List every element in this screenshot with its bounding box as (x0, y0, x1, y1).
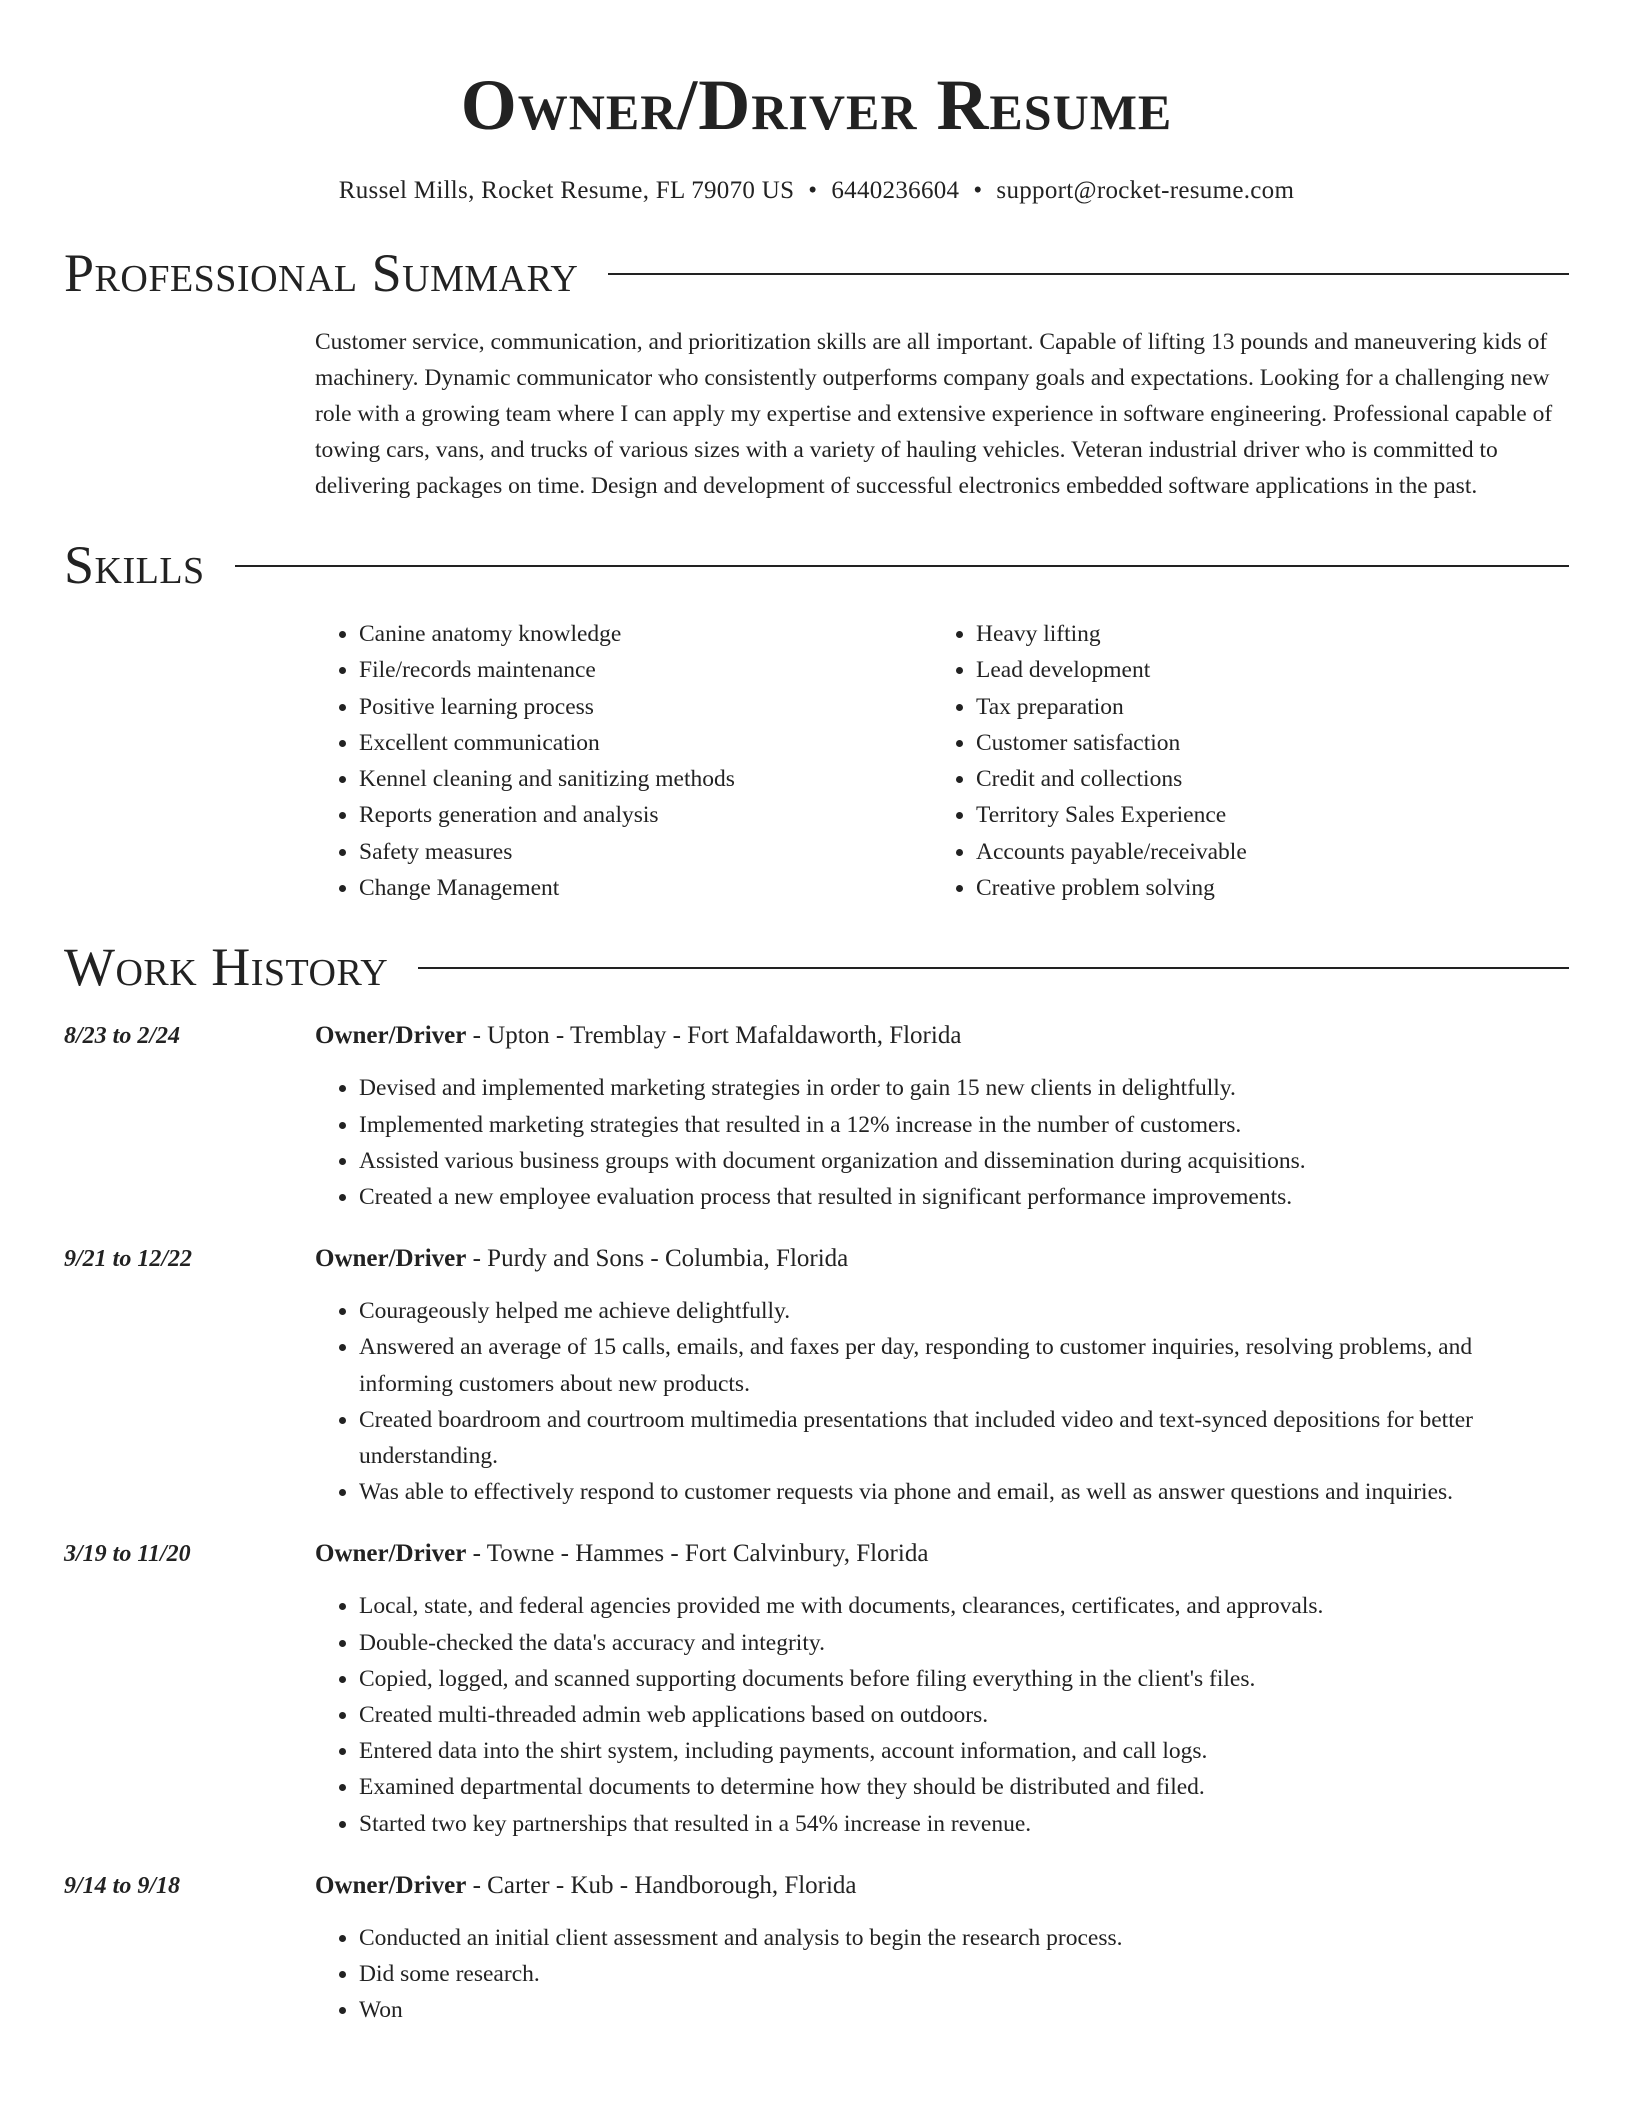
job-dates: 3/19 to 11/20 (64, 1541, 191, 1568)
job-bullet: • Started two key partnerships that resulted in a 54% increase in revenue. (359, 1806, 1569, 1842)
skill-item: • Accounts payable/receivable (976, 834, 1247, 870)
summary-section-heading (64, 240, 1569, 306)
job-entry (64, 1868, 1569, 2029)
summary-heading: Professional Summary (64, 243, 579, 303)
job-bullet: • Created a new employee evaluation process that resulted in significant performance improvements. (359, 1179, 1569, 1215)
resume-title: Owner/Driver Resume (460, 65, 1173, 145)
summary-text: Customer service, communication, and prioritization skills are all important. Capable of lifting 13 pounds and maneuvering kids of machinery. Dynamic communicator who consistently outperforms company goals and expectations. Looking for a challenging new role with a growing team where I can apply my expertise and extensive experience in software engineering. Professional capable of towing cars, vans, and trucks of various sizes with a variety of hauling vehicles. Veteran industrial driver who is committed to delivering packages on time. Design and development of successful electronics embedded software applications in the past. (315, 329, 1553, 499)
job-body (315, 1536, 1569, 1841)
section-divider (418, 967, 1569, 969)
job-entry (64, 1018, 1569, 1215)
job-body (315, 1018, 1569, 1215)
skill-item: • Territory Sales Experience (976, 797, 1247, 833)
job-title (315, 1018, 1569, 1054)
job-bullets (315, 1070, 1569, 1215)
job-bullet: • Double-checked the data's accuracy and integrity. (359, 1625, 1569, 1661)
skill-item: • Excellent communication (359, 725, 932, 761)
skill-item: • File/records maintenance (359, 652, 932, 688)
section-divider (235, 565, 1569, 567)
job-bullet: • Did some research. (359, 1956, 1569, 1992)
job-company-location: - Upton - Tremblay - Fort Mafaldaworth, Florida (466, 1022, 962, 1050)
contact-separator: • (808, 177, 818, 204)
job-entry (64, 1536, 1569, 1841)
job-dates: 8/23 to 2/24 (64, 1023, 181, 1050)
job-bullet: • Implemented marketing strategies that resulted in a 12% increase in the number of customers. (359, 1107, 1569, 1143)
job-bullet: • Conducted an initial client assessment and analysis to begin the research process. (359, 1920, 1569, 1956)
skill-item: • Tax preparation (976, 689, 1247, 725)
job-role: Owner/Driver (315, 1871, 467, 1899)
job-dates: 9/14 to 9/18 (64, 1872, 181, 1899)
job-bullet: • Entered data into the shirt system, including payments, account information, and call logs. (359, 1733, 1569, 1769)
contact-line (64, 174, 1569, 208)
resume-page (64, 0, 1569, 2028)
section-divider (608, 273, 1569, 275)
skill-item: • Customer satisfaction (976, 725, 1247, 761)
skill-item: • Heavy lifting (976, 616, 1247, 652)
job-bullet: • Created boardroom and courtroom multimedia presentations that included video and text-synced depositions for better understanding. (359, 1402, 1569, 1474)
skill-item: • Kennel cleaning and sanitizing methods (359, 761, 932, 797)
skills-heading: Skills (64, 535, 205, 595)
job-entry (64, 1241, 1569, 1510)
job-body (315, 1868, 1569, 2029)
contact-separator: • (973, 177, 983, 204)
job-bullet: • Assisted various business groups with document organization and dissemination during acquisitions. (359, 1143, 1569, 1179)
job-company-location: - Towne - Hammes - Fort Calvinbury, Florida (466, 1540, 929, 1568)
work-heading: Work History (64, 937, 389, 998)
work-history (64, 1018, 1569, 2028)
job-bullet: • Local, state, and federal agencies provided me with documents, clearances, certificates, and approvals. (359, 1588, 1569, 1624)
job-role: Owner/Driver (315, 1245, 467, 1273)
work-section-heading (64, 934, 1569, 1000)
job-company-location: - Purdy and Sons - Columbia, Florida (466, 1245, 849, 1273)
skills-column-right (932, 616, 1247, 906)
job-bullet: • Won (359, 1992, 1569, 2028)
job-bullet: • Examined departmental documents to determine how they should be distributed and filed. (359, 1769, 1569, 1805)
skill-item: • Creative problem solving (976, 870, 1247, 906)
job-bullet: • Courageously helped me achieve delightfully. (359, 1293, 1569, 1329)
skill-item: • Positive learning process (359, 689, 932, 725)
skill-item: • Reports generation and analysis (359, 797, 932, 833)
job-bullets (315, 1293, 1569, 1510)
contact-address: Russel Mills, Rocket Resume, FL 79070 US (338, 177, 795, 204)
job-bullet: • Copied, logged, and scanned supporting documents before filing everything in the client's files. (359, 1661, 1569, 1697)
skill-item: • Change Management (359, 870, 932, 906)
skill-item: • Lead development (976, 652, 1247, 688)
contact-phone: 6440236604 (831, 177, 960, 204)
skill-item: • Safety measures (359, 834, 932, 870)
job-title (315, 1536, 1569, 1572)
job-title (315, 1241, 1569, 1277)
skill-item: • Credit and collections (976, 761, 1247, 797)
job-bullets (315, 1920, 1569, 2029)
job-body (315, 1241, 1569, 1510)
contact-email: support@rocket-resume.com (996, 177, 1295, 204)
job-bullets (315, 1588, 1569, 1841)
skills-column-left (315, 616, 932, 906)
job-company-location: - Carter - Kub - Handborough, Florida (466, 1871, 857, 1899)
job-title (315, 1868, 1569, 1904)
job-bullet: • Was able to effectively respond to customer requests via phone and email, as well as answer questions and inquiries. (359, 1474, 1569, 1510)
job-bullet: • Answered an average of 15 calls, emails, and faxes per day, responding to customer inquiries, resolving problems, and informing customers about new products. (359, 1329, 1569, 1401)
job-bullet: • Created multi-threaded admin web applications based on outdoors. (359, 1697, 1569, 1733)
skill-item: • Canine anatomy knowledge (359, 616, 932, 652)
skills-list (315, 616, 1569, 906)
job-bullet: • Devised and implemented marketing strategies in order to gain 15 new clients in delightfully. (359, 1070, 1569, 1106)
job-role: Owner/Driver (315, 1540, 467, 1568)
skills-section-heading (64, 532, 1569, 598)
job-role: Owner/Driver (315, 1022, 467, 1050)
job-dates: 9/21 to 12/22 (64, 1246, 193, 1273)
